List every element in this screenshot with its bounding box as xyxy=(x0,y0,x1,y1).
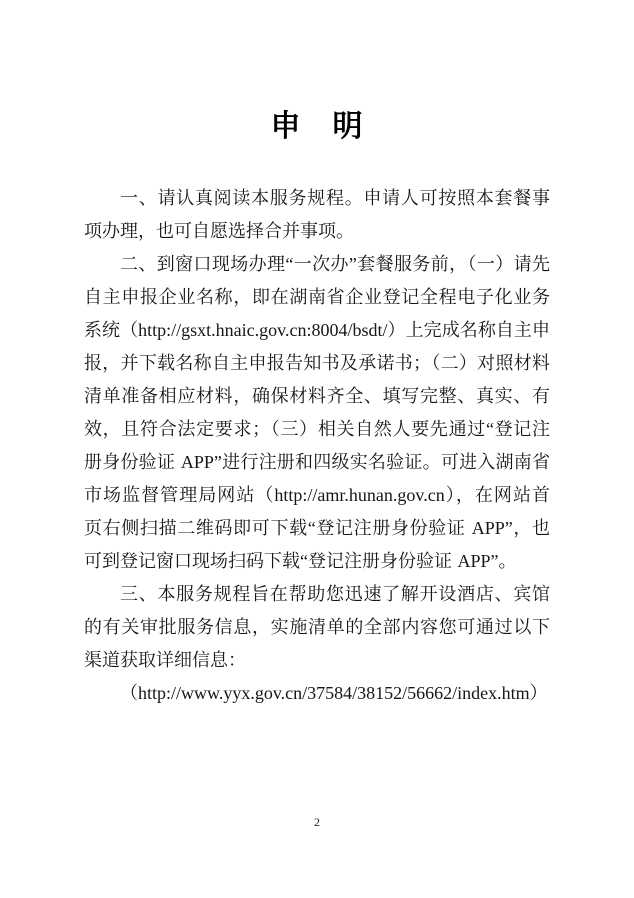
paragraph-2: 二、到窗口现场办理“一次办”套餐服务前，（一）请先自主申报企业名称，即在湖南省企业登记全程电子化业务系统（http://gsxt.hnaic.gov.cn:8004/bsdt/）上完成名称自主申报，并下载名称自主申报告知书及承诺书；（二）对照材料清单准备相应材料，确保材料齐全、填写完整、真实、有效，且符合法定要求；（三）相关自然人要先通过“登记注册身份验证 APP”进行注册和四级实名验证。可进入湖南省市场监督管理局网站（http://amr.hunan.gov.cn），在网站首页右侧扫描二维码即可下载“登记注册身份验证 APP”，也可到登记窗口现场扫码下载“登记注册身份验证 APP”。 xyxy=(84,254,550,571)
statement-body xyxy=(84,182,550,710)
paragraph-3: 三、本服务规程旨在帮助您迅速了解开设酒店、宾馆的有关审批服务信息，实施清单的全部内容您可通过以下渠道获取详细信息： xyxy=(84,584,550,670)
paragraph-1: 一、请认真阅读本服务规程。申请人可按照本套餐事项办理，也可自愿选择合并事项。 xyxy=(84,188,550,241)
paragraph-info-url: （http://www.yyx.gov.cn/37584/38152/56662/index.htm） xyxy=(120,683,548,703)
page-title: 申 明 xyxy=(270,110,364,143)
page-number: 2 xyxy=(314,815,320,829)
